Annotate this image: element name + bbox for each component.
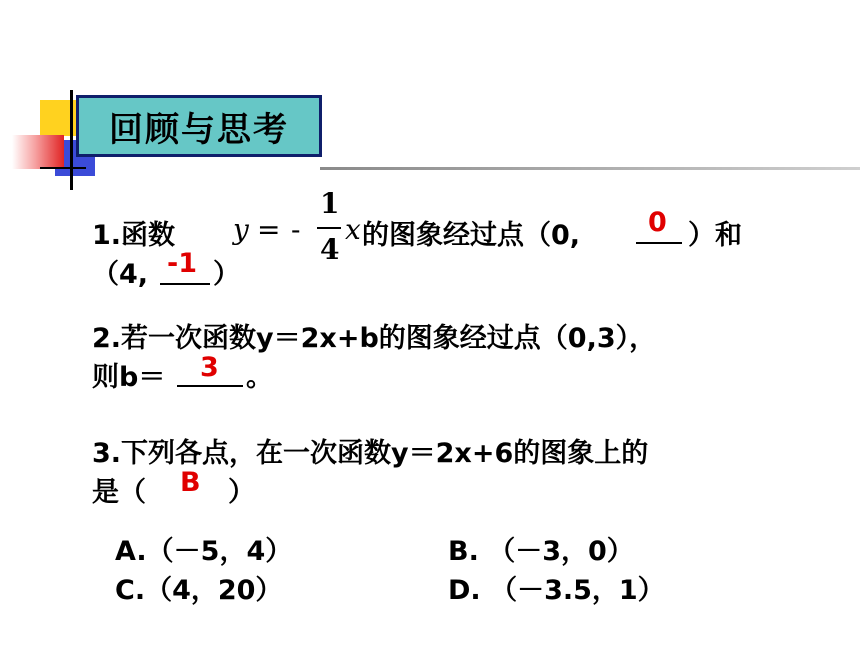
q2-answer: 3 <box>200 352 219 383</box>
formula-minus: - <box>291 213 301 246</box>
decor-vertical-line <box>70 90 73 190</box>
q1-formula <box>233 187 373 267</box>
q1-blank-1 <box>636 242 682 244</box>
title-divider <box>320 167 860 170</box>
q3-line1: 3.下列各点，在一次函数y＝2x+6的图象上的 <box>92 438 649 469</box>
q2-line1: 2.若一次函数y＝2x+b的图象经过点（0,3）， <box>92 323 657 354</box>
q2-blank <box>177 385 243 387</box>
formula-denominator: 4 <box>320 233 340 266</box>
q1-answer-1: 0 <box>648 207 667 238</box>
q3-option-c: C.（4，20） <box>115 575 283 606</box>
q1-line2-open: （4, <box>92 259 149 290</box>
q1-answer-2: -1 <box>167 248 197 279</box>
formula-numerator: 1 <box>320 187 340 220</box>
formula-y: y <box>233 213 249 246</box>
q1-line2-close: ） <box>213 259 240 290</box>
q1-blank-2 <box>160 283 210 285</box>
formula-fraction-bar <box>317 227 341 229</box>
q1-close-and: ）和 <box>688 220 742 251</box>
q3-line2-open: 是（ <box>92 477 146 508</box>
decor-horizontal-line <box>40 167 86 169</box>
q3-line2-close: ） <box>228 477 255 508</box>
decor-red-gradient <box>12 135 64 169</box>
q2-line2-prefix: 则b＝ <box>92 362 166 393</box>
section-title: 回顾与思考 <box>76 95 322 157</box>
q3-option-b: B. （－3，0） <box>448 536 634 567</box>
q3-option-a: A.（－5，4） <box>115 536 293 567</box>
q1-after-formula: 的图象经过点（0, <box>362 220 581 251</box>
q1-prefix: 1.函数 <box>92 220 176 251</box>
q2-line2-suffix: 。 <box>246 362 273 393</box>
q3-option-d: D. （－3.5，1） <box>448 575 665 606</box>
formula-x: x <box>345 213 361 246</box>
q3-answer: B <box>180 467 201 498</box>
formula-equals: = <box>257 213 281 246</box>
